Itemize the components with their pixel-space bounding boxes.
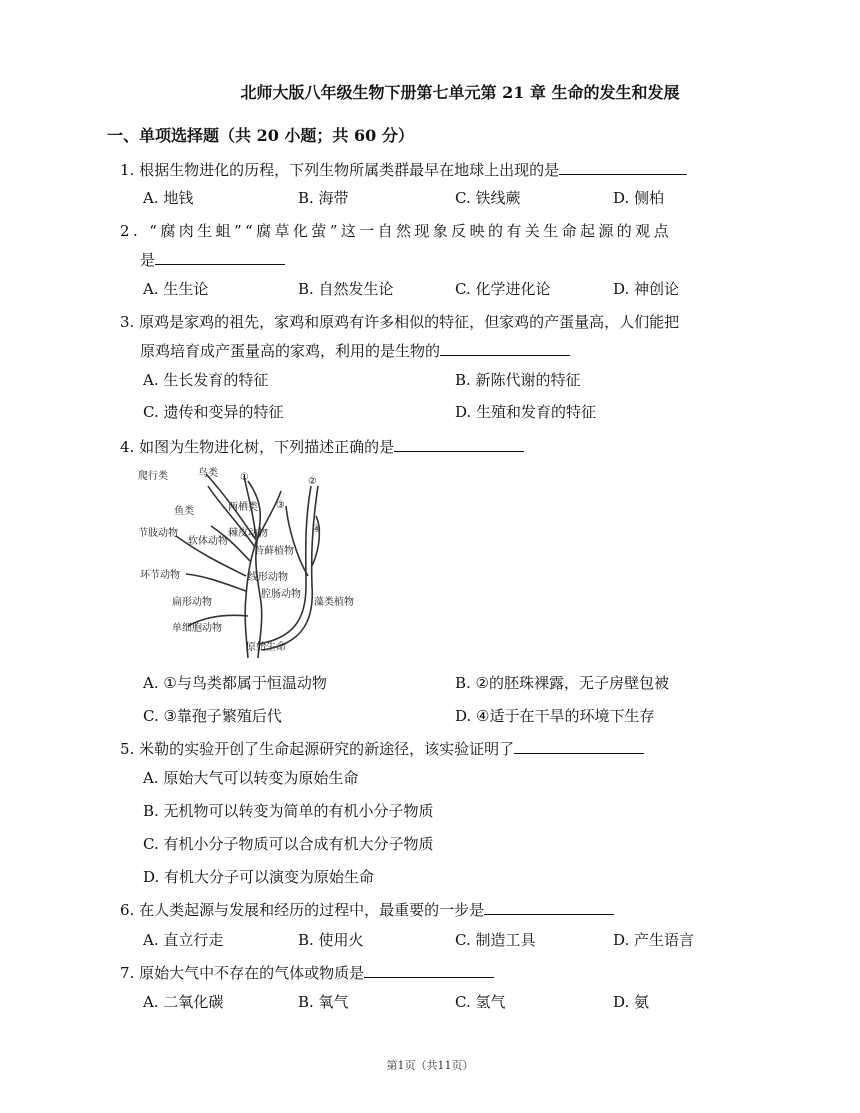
evolution-tree-figure: [136, 466, 366, 662]
question-1: [120, 159, 687, 180]
page-footer: 第1页（共11页）: [386, 1059, 474, 1072]
option: B. 无机物可以转变为简单的有机小分子物质: [143, 802, 434, 820]
label-coelenterates: 腔肠动物: [261, 589, 301, 600]
label-circle-2: ②: [308, 476, 317, 487]
option: B. 新陈代谢的特征: [455, 371, 581, 389]
question-stem-cont: 原鸡培育成产蛋量高的家鸡，利用的是生物的: [140, 342, 441, 360]
option: C. 化学进化论: [455, 280, 551, 298]
question-2: [120, 220, 672, 241]
question-number: 6.: [120, 901, 135, 919]
option: A. 二氧化碳: [143, 993, 224, 1011]
question-3: [120, 311, 679, 332]
option: D. 生殖和发育的特征: [455, 403, 597, 421]
answer-blank: [514, 739, 644, 754]
question-stem-cont: 是: [140, 251, 156, 269]
question-stem: 如图为生物进化树，下列描述正确的是: [139, 438, 395, 456]
question-5: [120, 738, 644, 759]
option: B. 海带: [298, 189, 349, 207]
answer-blank: [440, 341, 570, 356]
label-birds: 鸟类: [198, 468, 218, 479]
answer-blank: [155, 250, 285, 265]
label-mollusks: 软体动物: [188, 536, 228, 547]
answer-blank: [364, 963, 494, 978]
question-stem: 原始大气中不存在的气体或物质是: [139, 964, 365, 982]
option: D. 产生语言: [613, 931, 695, 949]
page-title: 北师大版八年级生物下册第七单元第 21 章 生命的发生和发展: [240, 83, 680, 102]
label-primitive-life: 原始生命: [246, 642, 286, 653]
question-number: 2.: [120, 222, 142, 240]
option: C. 有机小分子物质可以合成有机大分子物质: [143, 835, 434, 853]
option: D. ④适于在干旱的环境下生存: [455, 707, 655, 725]
label-mosses: 苔藓植物: [254, 546, 294, 557]
option: A. ①与鸟类都属于恒温动物: [143, 674, 327, 692]
question-7: [120, 962, 494, 983]
question-number: 4.: [120, 438, 135, 456]
option: B. 自然发生论: [298, 280, 394, 298]
question-stem: 根据生物进化的历程，下列生物所属类群最早在地球上出现的是: [139, 161, 560, 179]
option: D. 有机大分子可以演变为原始生命: [143, 868, 375, 886]
option: C. 铁线蕨: [455, 189, 521, 207]
question-2-cont: [140, 249, 285, 270]
option: A. 原始大气可以转变为原始生命: [143, 769, 359, 787]
question-6: [120, 899, 614, 920]
label-reptiles: 爬行类: [138, 471, 168, 482]
label-circle-1: ①: [240, 472, 249, 483]
label-circle-3: ③: [276, 500, 285, 511]
option: A. 生生论: [143, 280, 209, 298]
option: B. 氧气: [298, 993, 349, 1011]
answer-blank: [394, 437, 524, 452]
option: D. 氨: [613, 993, 650, 1011]
question-4: [120, 436, 524, 457]
question-number: 1.: [120, 161, 135, 179]
label-fish: 鱼类: [174, 506, 194, 517]
option: B. ②的胚珠裸露，无子房壁包被: [455, 674, 670, 692]
label-amphibians: 两栖类: [228, 502, 258, 513]
label-echinoderms: 棘皮动物: [228, 528, 268, 539]
question-3-cont: [140, 340, 570, 361]
question-stem: “腐肉生蛆”“腐草化萤”这一自然现象反映的有关生命起源的观点: [149, 222, 672, 240]
option: A. 生长发育的特征: [143, 371, 269, 389]
section-heading: 一、单项选择题（共 20 小题；共 60 分）: [107, 126, 414, 145]
option: C. ③靠孢子繁殖后代: [143, 707, 282, 725]
label-algae: 藻类植物: [314, 597, 354, 608]
option: C. 遗传和变异的特征: [143, 403, 284, 421]
question-number: 7.: [120, 964, 135, 982]
option: D. 神创论: [613, 280, 680, 298]
question-stem: 原鸡是家鸡的祖先，家鸡和原鸡有许多相似的特征，但家鸡的产蛋量高，人们能把: [139, 313, 680, 331]
question-stem: 米勒的实验开创了生命起源研究的新途径，该实验证明了: [139, 740, 515, 758]
answer-blank: [484, 900, 614, 915]
label-nematodes: 线形动物: [248, 572, 288, 583]
option: D. 侧柏: [613, 189, 665, 207]
label-circle-4: ④: [312, 524, 321, 535]
option: C. 制造工具: [455, 931, 536, 949]
option: B. 使用火: [298, 931, 364, 949]
option: A. 地钱: [143, 189, 194, 207]
label-protozoa: 单细胞动物: [172, 623, 222, 634]
question-number: 5.: [120, 740, 135, 758]
label-flatworms: 扁形动物: [172, 597, 212, 608]
question-number: 3.: [120, 313, 135, 331]
label-arthropods: 节肢动物: [138, 528, 178, 539]
question-stem: 在人类起源与发展和经历的过程中，最重要的一步是: [139, 901, 485, 919]
option: A. 直立行走: [143, 931, 224, 949]
label-annelids: 环节动物: [140, 570, 180, 581]
answer-blank: [559, 160, 687, 175]
option: C. 氢气: [455, 993, 506, 1011]
